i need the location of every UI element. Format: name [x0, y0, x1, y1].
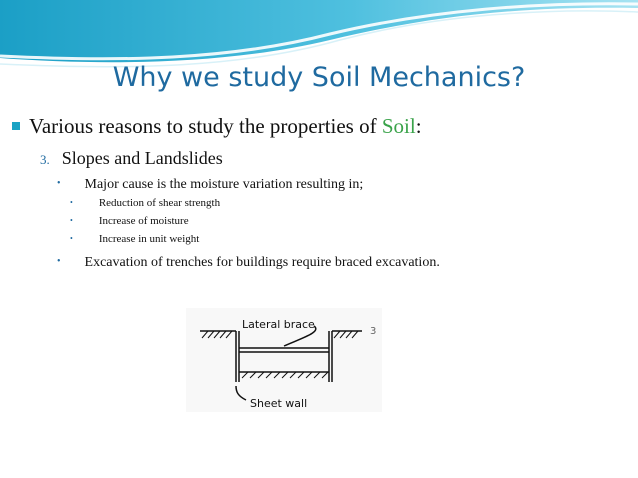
bullet-square-icon [12, 122, 20, 130]
main-heading [12, 114, 422, 139]
bullet-item [57, 255, 440, 271]
diagram-label-side: 3 [370, 326, 377, 337]
bullet-item [57, 177, 363, 193]
sub-bullet-text: Increase of moisture [98, 215, 189, 227]
heading-highlight: Soil [381, 114, 416, 138]
braced-excavation-diagram [186, 308, 382, 412]
sub-bullet-text: Reduction of shear strength [98, 197, 221, 209]
sub-bullet-dot-icon: • [70, 234, 73, 243]
item-number: 3. [40, 152, 50, 167]
diagram-label-lateral-brace: Lateral brace [242, 318, 315, 331]
bullet-dot-icon: • [57, 256, 61, 267]
sub-bullet-item [70, 197, 220, 209]
sub-bullet-dot-icon: • [70, 198, 73, 207]
sub-bullet-item [70, 233, 199, 245]
sub-bullet-item [70, 215, 189, 227]
bullet-dot-icon: • [57, 178, 61, 189]
heading-end: : [415, 114, 422, 138]
sub-bullet-text: Increase in unit weight [98, 233, 200, 245]
slide-title: Why we study Soil Mechanics? [112, 62, 526, 93]
item-title: Slopes and Landslides [61, 148, 223, 168]
bullet-text: Excavation of trenches for buildings require braced excavation. [84, 255, 440, 270]
sub-bullet-dot-icon: • [70, 216, 73, 225]
numbered-item [40, 148, 223, 169]
diagram-label-sheet-wall: Sheet wall [250, 397, 308, 410]
bullet-text: Major cause is the moisture variation resulting in; [84, 177, 364, 192]
heading-text: Various reasons to study the properties of [29, 114, 382, 138]
